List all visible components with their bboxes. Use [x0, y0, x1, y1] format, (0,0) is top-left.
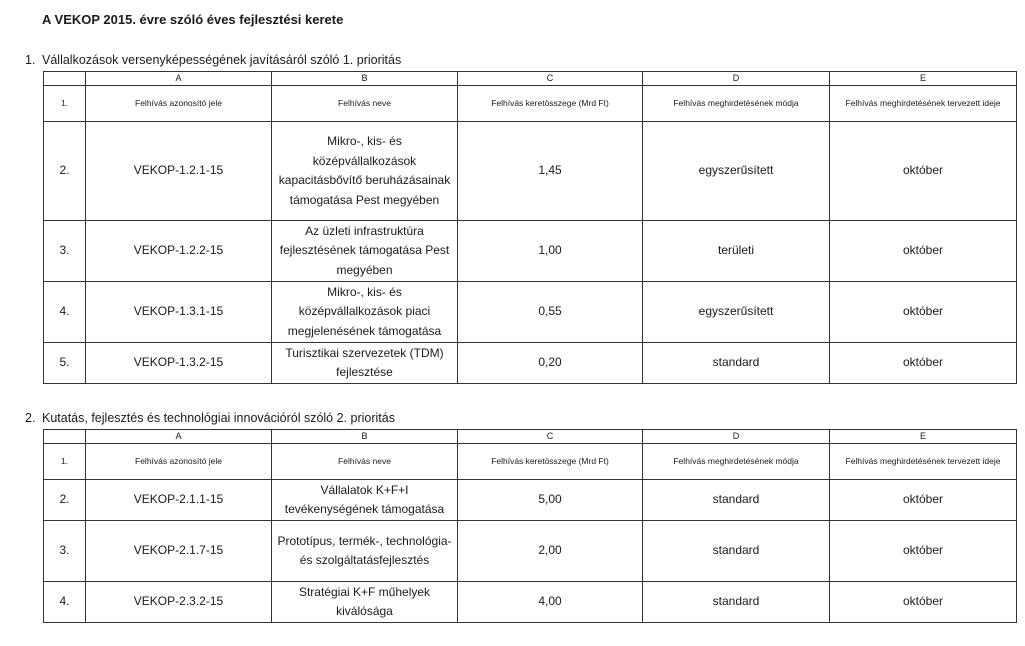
- section-number: 1.: [25, 53, 36, 67]
- row-num: 3.: [44, 521, 86, 582]
- table-row: [44, 221, 1017, 282]
- row-time: október: [830, 521, 1017, 582]
- column-letter-row: [44, 430, 1017, 444]
- header-num: 1.: [44, 444, 86, 480]
- header-num: 1.: [44, 86, 86, 122]
- section-title-text: Kutatás, fejlesztés és technológiai innovációról szóló 2. prioritás: [42, 411, 395, 425]
- table-row: [44, 521, 1017, 582]
- row-method: egyszerűsített: [643, 122, 830, 221]
- row-method: standard: [643, 582, 830, 623]
- letter-cell-blank: [44, 430, 86, 444]
- row-name: Az üzleti infrastruktúra fejlesztésének támogatása Pest megyében: [272, 221, 458, 282]
- header-name: Felhívás neve: [272, 86, 458, 122]
- section-2-title: [25, 411, 395, 425]
- header-amount: Felhívás keretösszege (Mrd Ft): [458, 444, 643, 480]
- row-id: VEKOP-2.3.2-15: [86, 582, 272, 623]
- row-name: Mikro-, kis- és középvállalkozások kapacitásbővítő beruházásainak támogatása Pest megyében: [272, 122, 458, 221]
- section-2-table: [43, 429, 1017, 623]
- row-method: standard: [643, 521, 830, 582]
- row-method: standard: [643, 480, 830, 521]
- row-amount: 0,20: [458, 343, 643, 384]
- row-method: egyszerűsített: [643, 282, 830, 343]
- row-num: 2.: [44, 122, 86, 221]
- row-time: október: [830, 343, 1017, 384]
- row-id: VEKOP-1.3.2-15: [86, 343, 272, 384]
- header-row: [44, 86, 1017, 122]
- letter-cell: E: [830, 430, 1017, 444]
- header-method: Felhívás meghirdetésének módja: [643, 86, 830, 122]
- row-amount: 4,00: [458, 582, 643, 623]
- section-number: 2.: [25, 411, 36, 425]
- row-time: október: [830, 282, 1017, 343]
- letter-cell: B: [272, 72, 458, 86]
- section-1-title: [25, 53, 401, 67]
- row-name: Stratégiai K+F műhelyek kiválósága: [272, 582, 458, 623]
- header-id: Felhívás azonosító jele: [86, 86, 272, 122]
- header-id: Felhívás azonosító jele: [86, 444, 272, 480]
- header-row: [44, 444, 1017, 480]
- row-amount: 1,45: [458, 122, 643, 221]
- column-letter-row: [44, 72, 1017, 86]
- row-num: 2.: [44, 480, 86, 521]
- row-num: 3.: [44, 221, 86, 282]
- header-amount: Felhívás keretösszege (Mrd Ft): [458, 86, 643, 122]
- section-title-text: Vállalkozások versenyképességének javításáról szóló 1. prioritás: [42, 53, 402, 67]
- letter-cell: A: [86, 72, 272, 86]
- table-row: [44, 282, 1017, 343]
- row-name: Turisztikai szervezetek (TDM) fejlesztése: [272, 343, 458, 384]
- row-time: október: [830, 480, 1017, 521]
- header-method: Felhívás meghirdetésének módja: [643, 444, 830, 480]
- row-method: standard: [643, 343, 830, 384]
- header-time: Felhívás meghirdetésének tervezett ideje: [830, 86, 1017, 122]
- row-method: területi: [643, 221, 830, 282]
- table-row: [44, 343, 1017, 384]
- table-row: [44, 122, 1017, 221]
- letter-cell: A: [86, 430, 272, 444]
- row-name: Vállalatok K+F+I tevékenységének támogatása: [272, 480, 458, 521]
- row-id: VEKOP-1.3.1-15: [86, 282, 272, 343]
- row-id: VEKOP-2.1.1-15: [86, 480, 272, 521]
- row-id: VEKOP-1.2.2-15: [86, 221, 272, 282]
- row-name: Mikro-, kis- és középvállalkozások piaci megjelenésének támogatása: [272, 282, 458, 343]
- section-1-table: [43, 71, 1017, 384]
- row-id: VEKOP-2.1.7-15: [86, 521, 272, 582]
- table-row: [44, 582, 1017, 623]
- row-id: VEKOP-1.2.1-15: [86, 122, 272, 221]
- letter-cell: E: [830, 72, 1017, 86]
- row-time: október: [830, 221, 1017, 282]
- letter-cell-blank: [44, 72, 86, 86]
- row-amount: 0,55: [458, 282, 643, 343]
- letter-cell: D: [643, 430, 830, 444]
- letter-cell: C: [458, 430, 643, 444]
- letter-cell: D: [643, 72, 830, 86]
- header-time: Felhívás meghirdetésének tervezett ideje: [830, 444, 1017, 480]
- row-amount: 1,00: [458, 221, 643, 282]
- row-name: Prototípus, termék-, technológia- és szolgáltatásfejlesztés: [272, 521, 458, 582]
- row-num: 4.: [44, 282, 86, 343]
- row-amount: 5,00: [458, 480, 643, 521]
- row-time: október: [830, 122, 1017, 221]
- header-name: Felhívás neve: [272, 444, 458, 480]
- table-row: [44, 480, 1017, 521]
- row-amount: 2,00: [458, 521, 643, 582]
- row-num: 4.: [44, 582, 86, 623]
- letter-cell: C: [458, 72, 643, 86]
- row-time: október: [830, 582, 1017, 623]
- page-title: A VEKOP 2015. évre szóló éves fejlesztési kerete: [42, 12, 344, 27]
- row-num: 5.: [44, 343, 86, 384]
- letter-cell: B: [272, 430, 458, 444]
